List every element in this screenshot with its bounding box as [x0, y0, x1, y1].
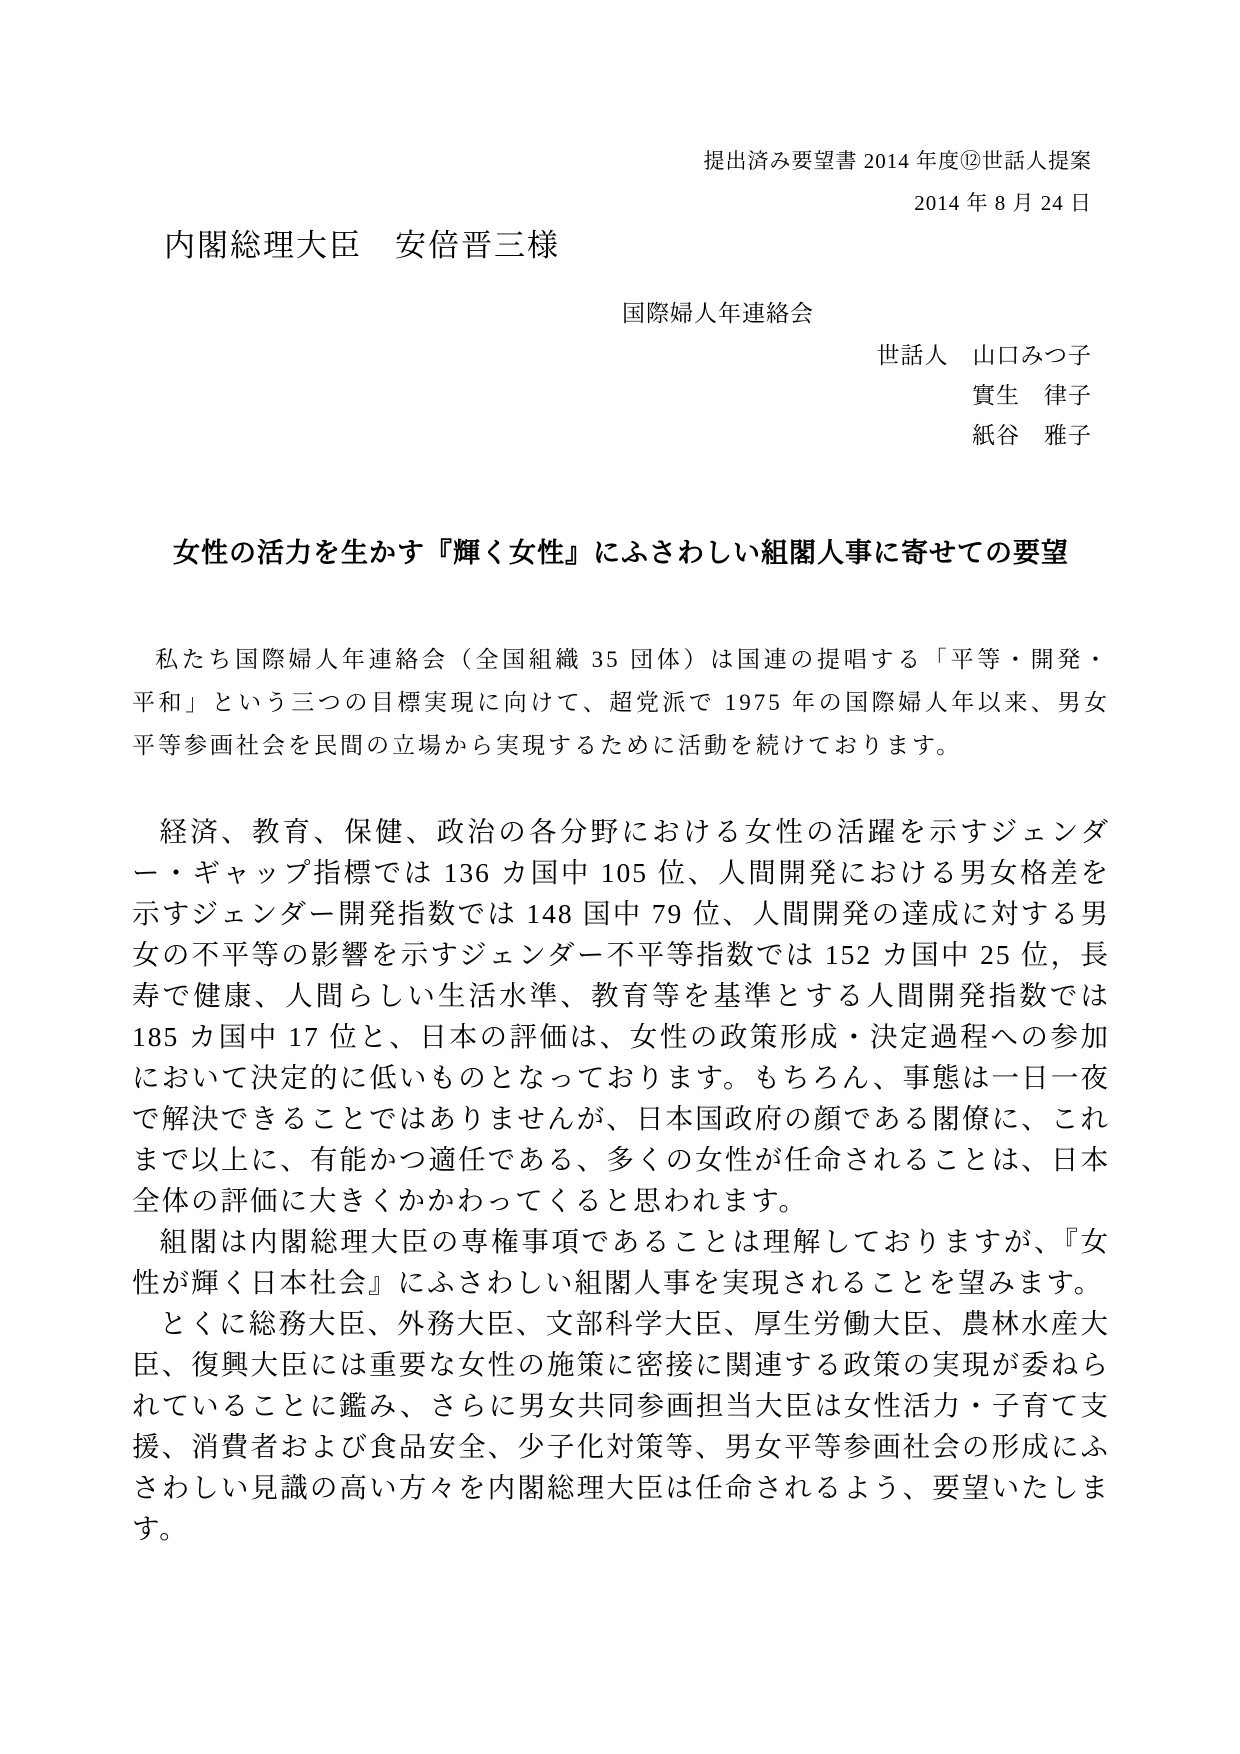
- paragraph-ministers-request: とくに総務大臣、外務大臣、文部科学大臣、厚生労働大臣、農林水産大臣、復興大臣には重要な女性の施策に密接に関連する政策の実現が委ねられていることに鑑み、さらに男女共同参画担当大臣は女性活力・子育て支援、消費者および食品安全、少子化対策等、男女平等参画社会の形成にふさわしい見識の高い方々を内閣総理大臣は任命されるよう、要望いたします。: [132, 1308, 1110, 1544]
- header-block: [132, 140, 1092, 224]
- date-line: 2014 年 8 月 24 日: [914, 191, 1092, 215]
- sender-caretaker-line: 世話人 山口みつ子: [876, 343, 1092, 368]
- paragraph-gender-statistics: 経済、教育、保健、政治の各分野における女性の活躍を示すジェンダー・ギャップ指標では 136 カ国中 105 位、人間開発における男女格差を示すジェンダー開発指数では 148 国中 79 位、人間開発の達成に対する男女の不平等の影響を示すジェンダー不平等指数では 152 カ国中 25 位，長寿で健康、人間らしい生活水準、教育等を基準とする人間開発指数では 185 カ国中 17 位と、日本の評価は、女性の政策形成・決定過程への参加において決定的に低いものとなっております。もちろん、事態は一日一夜で解決できることではありませんが、日本国政府の顔である閣僚に、これまで以上に、有能かつ適任である、多くの女性が任命されることは、日本全体の評価に大きくかかわってくると思われます。: [132, 816, 1110, 1216]
- paragraph-opening: 私たち国際婦人年連絡会（全国組織 35 団体）は国連の提唱する「平等・開発・平和」という三つの目標実現に向けて、超党派で 1975 年の国際婦人年以来、男女平等参画社会を民間の立場から実現するために活動を続けております。: [132, 647, 1110, 758]
- paragraph-cabinet-request: 組閣は内閣総理大臣の専権事項であることは理解しておりますが、『女性が輝く日本社会』にふさわしい組閣人事を実現されることを望みます。: [132, 1226, 1110, 1298]
- sender-organization: 国際婦人年連絡会: [622, 301, 814, 326]
- sender-name-line: 紙谷 雅子: [972, 423, 1092, 448]
- document-title: 女性の活力を生かす『輝く女性』にふさわしい組閣人事に寄せての要望: [173, 538, 1069, 568]
- header-note: 提出済み要望書 2014 年度⑫世話人提案: [703, 149, 1092, 173]
- sender-block: [132, 336, 1092, 456]
- addressee-line: 内閣総理大臣 安倍晋三様: [164, 228, 560, 263]
- sender-name-line: 實生 律子: [972, 383, 1092, 408]
